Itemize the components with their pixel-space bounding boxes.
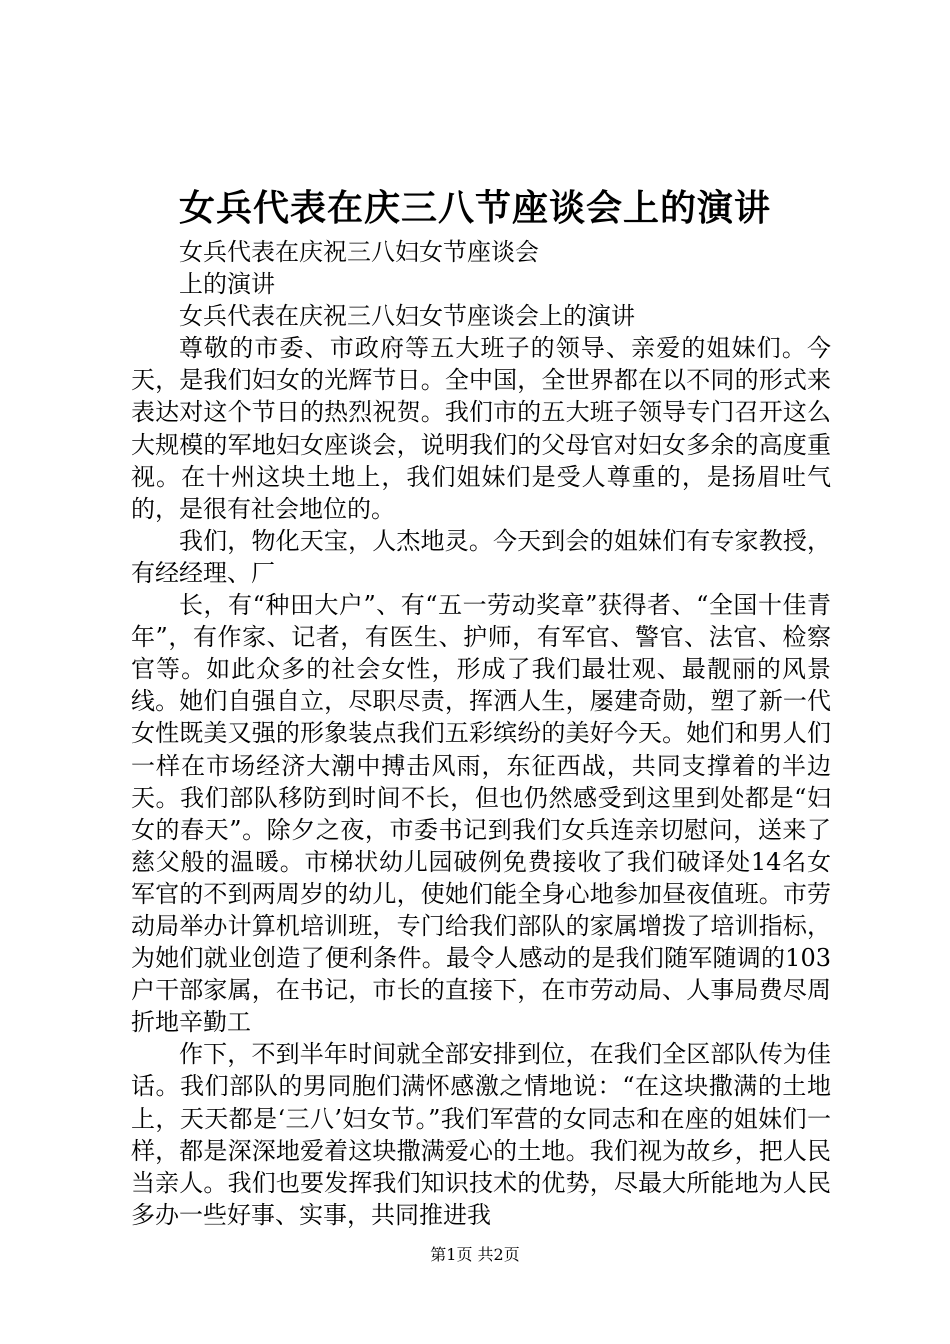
paragraph-introduction: 我们，物化天宝，人杰地灵。今天到会的姐妹们有专家教授，有经经理、厂: [131, 526, 831, 587]
page-footer: 第1页 共2页: [430, 1245, 520, 1264]
paragraph-subtitle-line-2: 上的演讲: [179, 270, 275, 299]
paragraph-women-achievements: 长，有“种田大户”、有“五一劳动奖章”获得者、“全国十佳青年”，有作家、记者，有医生、护师，有军官、警官、法官、检察官等。如此众多的社会女性，形成了我们最壮观、最靓丽的风景线。她们自强自立，尽职尽责，挥洒人生，屡建奇勋，塑了新一代女性既美又强的形象装点我们五彩缤纷的美好今天。她们和男人们一样在市场经济大潮中搏击风雨，东征西战，共同支撑着的半边天。我们部队移防到时间不长，但也仍然感受到这里到处都是“妇女的春天”。除夕之夜，市委书记到我们女兵连亲切慰问，送来了慈父般的温暖。市梯状幼儿园破例免费接收了我们破译处14名女军官的不到两周岁的幼儿，使她们能全身心地参加昼夜值班。市劳动局举办计算机培训班，专门给我们部队的家属增拨了培训指标，为她们就业创造了便利条件。最令人感动的是我们随军随调的103户干部家属，在书记，市长的直接下，在市劳动局、人事局费尽周折地辛勤工: [131, 591, 831, 1037]
paragraph-gratitude: 作下，不到半年时间就全部安排到位，在我们全区部队传为佳话。我们部队的男同胞们满怀感激之情地说：“在这块撒满的土地上，天天都是‘三八’妇女节。”我们军营的女同志和在座的姐妹们一样，都是深深地爱着这块撒满爱心的土地。我们视为故乡，把人民当亲人。我们也要发挥我们知识技术的优势，尽最大所能地为人民多办一些好事、实事，共同推进我: [131, 1040, 831, 1229]
document-body: [131, 236, 831, 1231]
paragraph-heading-repeat: 女兵代表在庆祝三八妇女节座谈会上的演讲: [179, 302, 635, 331]
document-title: 女兵代表在庆三八节座谈会上的演讲: [178, 187, 771, 229]
paragraph-subtitle-line-1: 女兵代表在庆祝三八妇女节座谈会: [179, 238, 539, 266]
paragraph-greeting: 尊敬的市委、市政府等五大班子的领导、亲爱的姐妹们。今天，是我们妇女的光辉节日。全中国，全世界都在以不同的形式来表达对这个节日的热烈祝贺。我们市的五大班子领导专门召开这么大规模的军地妇女座谈会，说明我们的父母官对妇女多余的高度重视。在十州这块土地上，我们姐妹们是受人尊重的，是扬眉吐气的，是很有社会地位的。: [131, 334, 831, 523]
